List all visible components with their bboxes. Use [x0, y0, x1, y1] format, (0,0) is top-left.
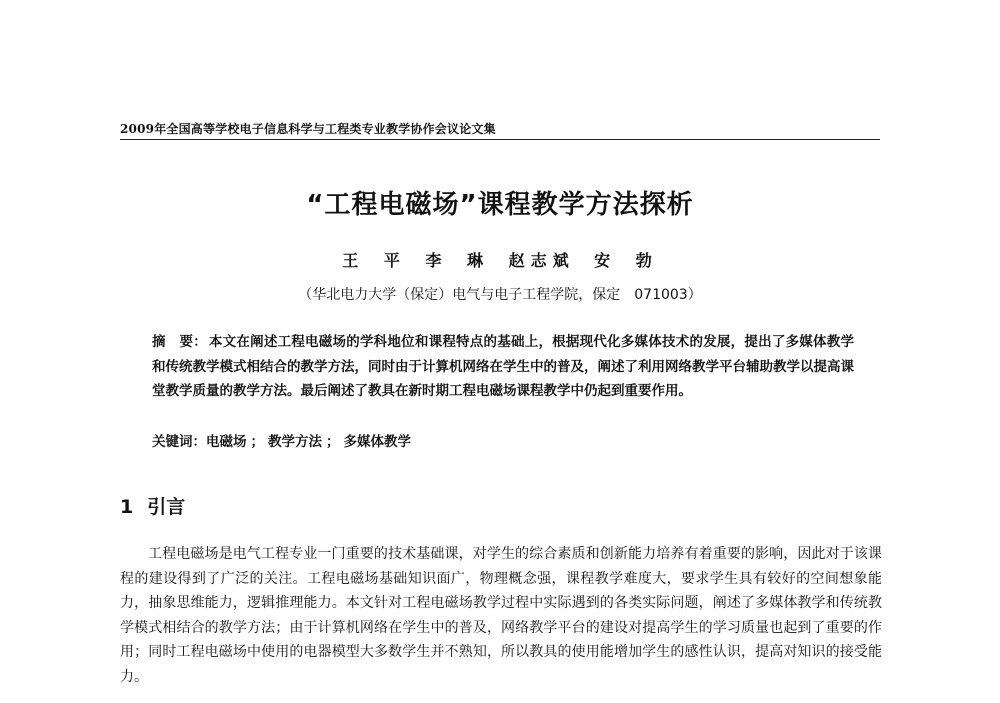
affiliation: （华北电力大学（保定）电气与电子工程学院，保定 071003）	[298, 287, 702, 303]
abstract-text: 本文在阐述工程电磁场的学科地位和课程特点的基础上，根据现代化多媒体技术的发展，提出了多媒体教学和传统教学模式相结合的教学方法，同时由于计算机网络在学生中的普及，阐述了利用网络教学平台辅助教学以提高课堂教学质量的教学方法。最后阐述了教具在新时期工程电磁场课程教学中仍起到重要作用。	[152, 334, 855, 399]
keyword-item: 电磁场	[206, 434, 247, 450]
keyword-separator: ；	[250, 434, 264, 450]
section-number: 1	[120, 496, 134, 518]
authors: 王 平 李 琳 赵志斌 安 勃	[342, 251, 658, 270]
running-header: 2009年全国高等学校电子信息科学与工程类专业教学协作会议论文集	[120, 120, 880, 140]
section-heading	[120, 492, 185, 519]
keyword-item: 教学方法	[268, 434, 322, 450]
body-paragraph: 工程电磁场是电气工程专业一门重要的技术基础课，对学生的综合素质和创新能力培养有着重要的影响，因此对于该课程的建设得到了广泛的关注。工程电磁场基础知识面广，物理概念强，课程教学难度大，要求学生具有较好的空间想象能力，抽象思维能力，逻辑推理能力。本文针对工程电磁场教学过程中实际遇到的各类实际问题，阐述了多媒体教学和传统教学模式相结合的教学方法；由于计算机网络在学生中的普及，网络教学平台的建设对提高学生的学习质量也起到了重要的作用；同时工程电磁场中使用的电器模型大多数学生并不熟知，所以教具的使用能增加学生的感性认识，提高对知识的接受能力。	[120, 546, 882, 685]
keywords-label: 关键词：	[152, 434, 206, 450]
abstract	[152, 330, 854, 404]
keywords	[152, 430, 854, 454]
paper-title: “工程电磁场”课程教学方法探析	[306, 190, 694, 220]
section-title: 引言	[147, 496, 186, 518]
keyword-separator: ；	[326, 434, 340, 450]
keyword-item: 多媒体教学	[343, 434, 411, 450]
abstract-label: 摘 要：	[152, 334, 207, 350]
